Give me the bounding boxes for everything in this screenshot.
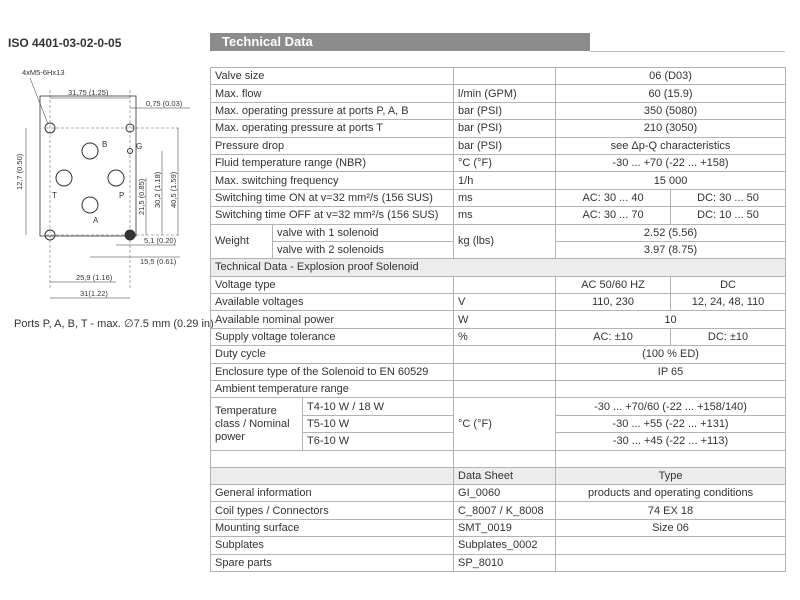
temp-class-t5-value: -30 ... +55 (-22 ... +131): [556, 415, 786, 432]
dim-075: 0,75 (0.03): [146, 99, 183, 108]
temp-class-label: Temperature class / Nominal power: [211, 398, 303, 450]
row-unit: bar (PSI): [454, 120, 556, 137]
doc-sheet: GI_0060: [454, 484, 556, 501]
temp-class-unit: °C (°F): [454, 398, 556, 450]
dim-155: 15,5 (0.61): [140, 257, 177, 266]
row-valve-size: [211, 68, 786, 85]
row-available-voltages: [211, 294, 786, 311]
temp-class-t4: T4-10 W / 18 W: [303, 398, 454, 415]
row-value: -30 ... +70 (-22 ... +158): [556, 154, 786, 171]
row-label: Supply voltage tolerance: [211, 328, 454, 345]
port-b-label: B: [102, 140, 108, 149]
ports-note: Ports P, A, B, T - max. ∅7.5 mm (0.29 in): [14, 318, 214, 330]
row-unit: [454, 276, 556, 293]
row-spacer: [211, 450, 786, 467]
docs-header-sheet: Data Sheet: [454, 467, 556, 484]
doc-type: [556, 554, 786, 571]
technical-data-table: [210, 67, 786, 572]
row-unit: 1/h: [454, 172, 556, 189]
port-b-hole: [82, 143, 98, 159]
row-pressure-drop: [211, 137, 786, 154]
row-label: Switching time ON at v=32 mm²/s (156 SUS): [211, 189, 454, 206]
row-unit: [454, 68, 556, 85]
doc-type: [556, 537, 786, 554]
row-value-ac: AC: 30 ... 70: [556, 207, 671, 224]
doc-type: 74 EX 18: [556, 502, 786, 519]
row-label: Available voltages: [211, 294, 454, 311]
weight-label: Weight: [211, 224, 273, 259]
row-weight-1: [211, 224, 786, 241]
doc-sheet: SP_8010: [454, 554, 556, 571]
row-value-ac: 110, 230: [556, 294, 671, 311]
row-unit: [454, 381, 556, 398]
row-value: 210 (3050): [556, 120, 786, 137]
port-p-label: P: [119, 191, 125, 200]
weight-unit: kg (lbs): [454, 224, 556, 259]
weight-sub-1: valve with 1 solenoid: [273, 224, 454, 241]
temp-class-t6-value: -30 ... +45 (-22 ... +113): [556, 433, 786, 450]
section-title: Technical Data: [210, 33, 590, 51]
dim-31: 31(1.22): [80, 289, 108, 298]
temp-class-t6: T6-10 W: [303, 433, 454, 450]
row-value: 60 (15.9): [556, 85, 786, 102]
port-a-hole: [82, 197, 98, 213]
explosion-section-heading: Technical Data - Explosion proof Solenoid: [211, 259, 786, 276]
row-docs-header: [211, 467, 786, 484]
row-unit: [454, 346, 556, 363]
row-value: (100 % ED): [556, 346, 786, 363]
row-enclosure: [211, 363, 786, 380]
row-value-dc: 12, 24, 48, 110: [671, 294, 786, 311]
table-row: [211, 502, 786, 519]
row-value: 10: [556, 311, 786, 328]
port-g-label: G: [136, 142, 143, 151]
doc-label: Mounting surface: [211, 519, 454, 536]
row-value-ac: AC: 30 ... 40: [556, 189, 671, 206]
row-unit: W: [454, 311, 556, 328]
row-value-dc: DC: 30 ... 50: [671, 189, 786, 206]
thread-leader: [30, 78, 48, 124]
dim-302: 30,2 (1.18): [153, 171, 162, 208]
row-label: Fluid temperature range (NBR): [211, 154, 454, 171]
docs-header-type: Type: [556, 467, 786, 484]
row-max-pressure-pab: [211, 102, 786, 119]
dim-215: 21,5 (0.85): [137, 178, 146, 215]
doc-type: Size 06: [556, 519, 786, 536]
row-value-dc: DC: ±10: [671, 328, 786, 345]
row-label: Voltage type: [211, 276, 454, 293]
spacer-cell: [556, 450, 786, 467]
doc-sheet: Subplates_0002: [454, 537, 556, 554]
row-fluid-temp: [211, 154, 786, 171]
mounting-hole-bottom-right: [125, 230, 135, 240]
row-label: Duty cycle: [211, 346, 454, 363]
port-p-hole: [108, 170, 124, 186]
row-label: Available nominal power: [211, 311, 454, 328]
row-unit: ms: [454, 207, 556, 224]
row-label: Ambient temperature range: [211, 381, 454, 398]
row-unit: bar (PSI): [454, 137, 556, 154]
row-duty-cycle: [211, 346, 786, 363]
row-unit: %: [454, 328, 556, 345]
spacer-cell: [454, 450, 556, 467]
table-row: [211, 537, 786, 554]
row-value-dc: DC: 10 ... 50: [671, 207, 786, 224]
row-value: 350 (5080): [556, 102, 786, 119]
row-explosion-header: [211, 259, 786, 276]
row-max-flow: [211, 85, 786, 102]
dim-3175: 31,75 (1.25): [68, 88, 109, 97]
dim-51: 5,1 (0.20): [144, 236, 177, 245]
mounting-surface-drawing: [0, 60, 210, 310]
section-title-rule: [590, 51, 785, 52]
dim-259: 25,9 (1.16): [76, 273, 113, 282]
subplate-outline: [40, 96, 136, 236]
row-value-dc: DC: [671, 276, 786, 293]
row-label: Max. switching frequency: [211, 172, 454, 189]
row-value: IP 65: [556, 363, 786, 380]
docs-header-blank: [211, 467, 454, 484]
table-row: [211, 484, 786, 501]
weight-value-2: 3.97 (8.75): [556, 241, 786, 258]
port-a-label: A: [93, 216, 99, 225]
row-switch-on: [211, 189, 786, 206]
row-max-switch-freq: [211, 172, 786, 189]
row-ambient: [211, 381, 786, 398]
row-label: Max. operating pressure at ports P, A, B: [211, 102, 454, 119]
row-unit: V: [454, 294, 556, 311]
weight-value-1: 2.52 (5.56): [556, 224, 786, 241]
row-temp-class-t4: [211, 398, 786, 415]
row-value: 15 000: [556, 172, 786, 189]
row-unit: [454, 363, 556, 380]
spacer-cell: [211, 450, 454, 467]
iso-title: ISO 4401-03-02-0-05: [8, 36, 122, 50]
row-label: Enclosure type of the Solenoid to EN 60529: [211, 363, 454, 380]
weight-sub-2: valve with 2 solenoids: [273, 241, 454, 258]
dim-127: 12,7 (0.50): [15, 153, 24, 190]
row-supply-tolerance: [211, 328, 786, 345]
doc-sheet: SMT_0019: [454, 519, 556, 536]
row-value: see Δp-Q characteristics: [556, 137, 786, 154]
row-value: 06 (D03): [556, 68, 786, 85]
row-unit: bar (PSI): [454, 102, 556, 119]
dim-405: 40,5 (1.59): [169, 171, 178, 208]
doc-label: Subplates: [211, 537, 454, 554]
row-label: Pressure drop: [211, 137, 454, 154]
row-unit: °C (°F): [454, 154, 556, 171]
row-value-ac: AC: ±10: [556, 328, 671, 345]
thread-label: 4xM5-6Hx13: [22, 68, 65, 77]
doc-label: General information: [211, 484, 454, 501]
doc-sheet: C_8007 / K_8008: [454, 502, 556, 519]
row-max-pressure-t: [211, 120, 786, 137]
row-label: Valve size: [211, 68, 454, 85]
temp-class-t5: T5-10 W: [303, 415, 454, 432]
row-switch-off: [211, 207, 786, 224]
row-value-ac: AC 50/60 HZ: [556, 276, 671, 293]
doc-type: products and operating conditions: [556, 484, 786, 501]
port-t-hole: [56, 170, 72, 186]
row-label: Max. operating pressure at ports T: [211, 120, 454, 137]
table-row: [211, 554, 786, 571]
doc-label: Spare parts: [211, 554, 454, 571]
row-unit: ms: [454, 189, 556, 206]
table-row: [211, 519, 786, 536]
row-nominal-power: [211, 311, 786, 328]
port-t-label: T: [52, 191, 57, 200]
row-value: [556, 381, 786, 398]
row-voltage-type: [211, 276, 786, 293]
temp-class-t4-value: -30 ... +70/60 (-22 ... +158/140): [556, 398, 786, 415]
row-unit: l/min (GPM): [454, 85, 556, 102]
row-label: Max. flow: [211, 85, 454, 102]
row-label: Switching time OFF at v=32 mm²/s (156 SUS): [211, 207, 454, 224]
doc-label: Coil types / Connectors: [211, 502, 454, 519]
